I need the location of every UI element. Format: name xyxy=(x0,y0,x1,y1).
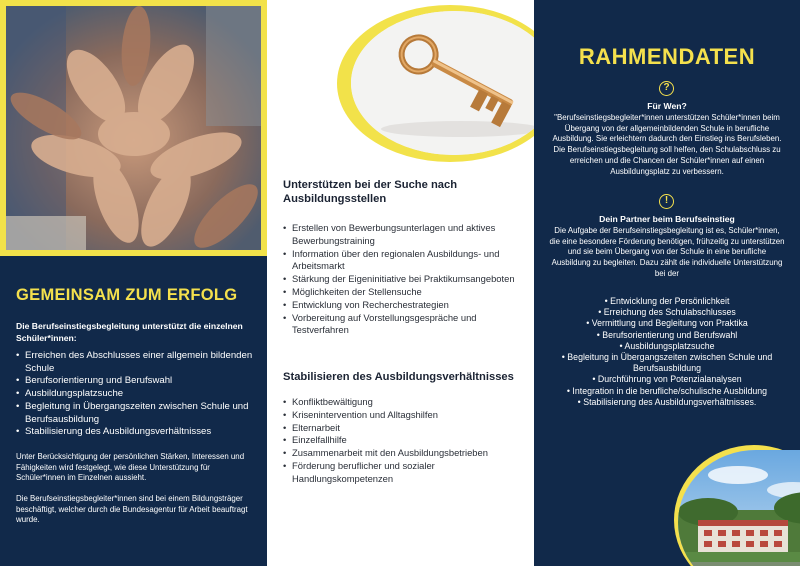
list-item: • Elternarbeit xyxy=(283,422,528,435)
middle-panel xyxy=(267,0,534,566)
question-icon: ? xyxy=(659,81,674,96)
heading-partner: Dein Partner beim Berufseinstieg xyxy=(599,214,735,224)
heading-fuer-wen: Für Wen? xyxy=(647,101,687,111)
stabilization-list xyxy=(283,396,528,486)
list-item: • Stabilisierung des Ausbildungsverhältnisses xyxy=(16,426,256,439)
search-support-list xyxy=(283,222,528,337)
list-item: • Erreichen des Abschlusses einer allgemein bildenden Schule xyxy=(16,350,256,375)
list-item: • Durchführung von Potenzialanalysen xyxy=(592,374,742,385)
list-item: • Begleitung in Übergangszeiten zwischen Schule und Berufsausbildung xyxy=(16,401,256,426)
list-item: • Entwicklung von Recherchestrategien xyxy=(283,299,528,312)
paragraph-strengths: Unter Berücksichtigung der persönlichen Stärken, Interessen und Fähigkeiten wird festgelegt, wie diese Unterstützung für Schüler*innen im Einzelnen aussieht. xyxy=(16,452,245,483)
heading-stabilisieren: Stabilisieren des Ausbildungsverhältnisses xyxy=(283,371,514,383)
hands-image xyxy=(6,6,261,250)
list-item: • Förderung beruflicher und sozialer Handlungskompetenzen xyxy=(283,460,528,486)
left-panel xyxy=(0,0,267,566)
list-item: • Stärkung der Eigeninitiative bei Praktikumsangeboten xyxy=(283,273,528,286)
intro-text: Die Berufseinstiegsbegleitung unterstützt die einzelnen Schüler*innen: xyxy=(16,321,243,343)
hands-together-photo xyxy=(0,0,267,256)
section-title-rahmendaten: RAHMENDATEN xyxy=(578,44,756,69)
list-item: • Einzelfallhilfe xyxy=(283,434,528,447)
list-item: • Ausbildungsplatzsuche xyxy=(619,340,715,351)
text-partner: Die Aufgabe der Berufseinstiegsbegleitung ist es, Schüler*innen, die eine besondere Förderung benötigen, frühzeitig zu unterstützen und sie beim Übergang von der Schule in eine berufliche Ausbildung zu begleiten. Dazu zählt die individuelle Unterstützung bei der xyxy=(549,226,785,278)
list-item: • Krisenintervention und Alltagshilfen xyxy=(283,409,528,422)
individual-support-list xyxy=(548,296,786,408)
list-item: • Stabilisierung des Ausbildungsverhältnisses. xyxy=(577,396,757,407)
list-item: • Ausbildungsplatzsuche xyxy=(16,388,256,401)
text-fuer-wen: "Berufseinstiegsbegleiter*innen unterstützen Schüler*innen beim Übergang von der allgemeinbildenden Schule in berufliche Ausbildung. Sie erleichtern dadurch den Einstieg ins Berufsleben. Die Berufseinstiegsbegleitung soll helfen, den Schulabschluss zu erreichen und die Chancen der Schüler*innen auf einen Ausbildungsplatz zu verbessern. xyxy=(552,113,782,176)
list-item: • Vorbereitung auf Vorstellungsgespräche und Testverfahren xyxy=(283,312,528,338)
list-item: • Begleitung in Übergangszeiten zwischen Schule und Berufsausbildung xyxy=(561,352,773,374)
list-item: • Vermittlung und Begleitung von Praktika xyxy=(586,318,748,329)
exclamation-icon: ! xyxy=(659,194,674,209)
list-item: • Integration in die berufliche/schulische Ausbildung xyxy=(566,385,768,396)
list-item: • Zusammenarbeit mit den Ausbildungsbetrieben xyxy=(283,447,528,460)
list-item: • Entwicklung der Persönlichkeit xyxy=(604,296,730,306)
heading-suche-ausbildungsstellen: Unterstützen bei der Suche nach Ausbildungsstellen xyxy=(283,179,458,205)
right-panel xyxy=(534,0,800,566)
left-info-section xyxy=(0,256,267,566)
list-item: • Information über den regionalen Ausbildungs- und Arbeitsmarkt xyxy=(283,248,528,274)
list-item: • Erstellen von Bewerbungsunterlagen und aktives Bewerbungstraining xyxy=(283,222,528,248)
list-item: • Berufsorientierung und Berufswahl xyxy=(596,329,738,340)
list-item: • Berufsorientierung und Berufswahl xyxy=(16,375,256,388)
list-item: • Erreichung des Schulabschlusses xyxy=(598,307,736,318)
section-title-gemeinsam: GEMEINSAM ZUM ERFOLG xyxy=(16,286,238,304)
list-item: • Möglichkeiten der Stellensuche xyxy=(283,286,528,299)
list-item: • Konfliktbewältigung xyxy=(283,396,528,409)
support-list xyxy=(16,350,256,439)
paragraph-employer: Die Berufseinstiegsbegleiter*innen sind bei einem Bildungsträger beschäftigt, welcher durch die Bundesagentur für Arbeit beauftragt wurde. xyxy=(16,494,248,525)
